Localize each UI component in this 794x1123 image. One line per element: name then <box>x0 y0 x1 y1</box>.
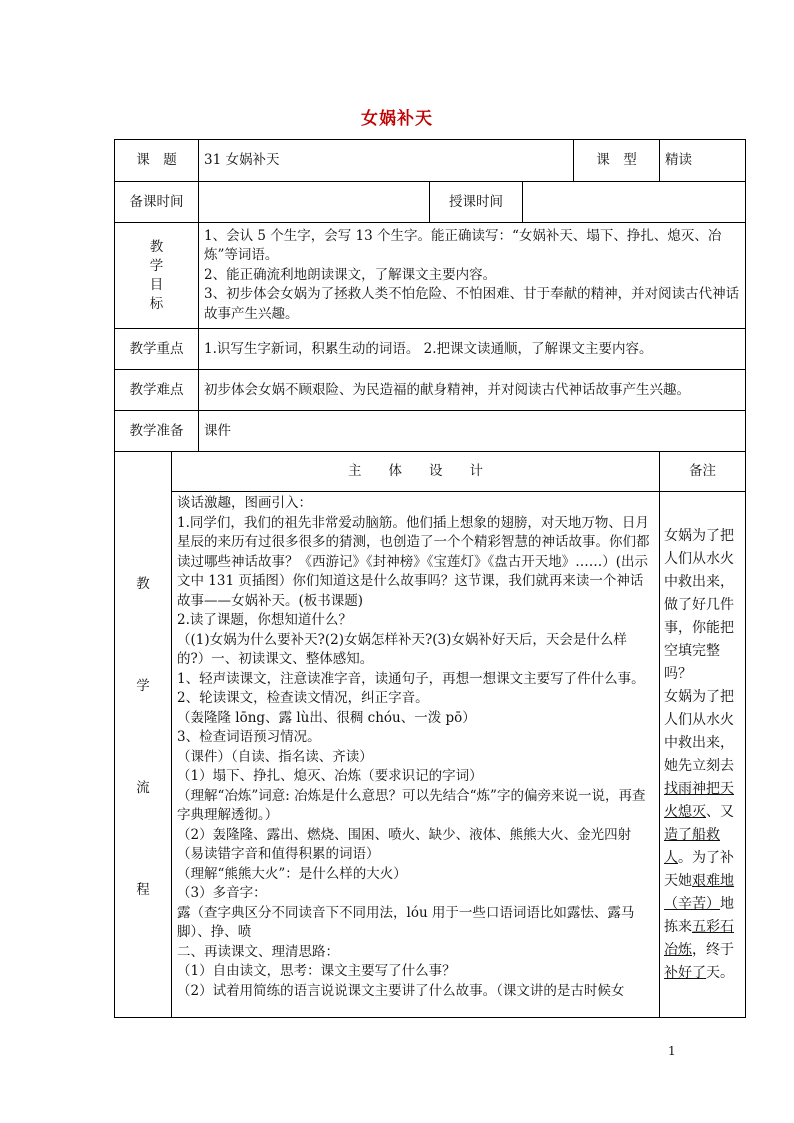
prep-time-value <box>199 182 430 223</box>
notes-header: 备注 <box>660 452 746 492</box>
prep-time-label: 备课时间 <box>115 182 199 223</box>
design-line: （轰隆隆 lōng、露 lù出、很稠 chóu、一泼 pō） <box>177 709 476 726</box>
objectives-label-char: 标 <box>149 295 164 312</box>
design-line: （(1)女娲为什么要补天?(2)女娲怎样补天?(3)女娲补好天后，天会是什么样的?）一、初读课文、整体感知。 <box>177 631 627 667</box>
lesson-plan-table <box>114 139 746 1018</box>
design-line: 谈话激趣，图画引入： <box>177 495 312 511</box>
preparation-text: 课件 <box>199 411 746 452</box>
design-line: 2、轮读课文，检查读文情况，纠正字音。 <box>177 690 429 706</box>
note-underlined: 补好了 <box>664 964 706 981</box>
process-side-char: 教 <box>136 575 150 592</box>
process-side-char: 学 <box>136 677 150 694</box>
topic-value: 31 女娲补天 <box>199 140 574 182</box>
preparation-label: 教学准备 <box>115 411 199 452</box>
page-number: 1 <box>668 1044 676 1058</box>
objectives-label <box>115 223 199 329</box>
note-answer: 女娲为了把人们从水火中救出来，她先立刻去找雨神把天火熄灭、又造了船救人。为了补天她艰难地（辛苦）地拣来五彩石冶炼，终于补好了天。 <box>664 688 734 981</box>
design-header: 主 体 设 计 <box>172 452 660 492</box>
topic-label: 课 题 <box>115 140 199 182</box>
process-body-row <box>115 492 746 1018</box>
difficulties-label: 教学难点 <box>115 370 199 411</box>
objectives-label-char: 学 <box>149 257 164 274</box>
design-line: （3）多音字： <box>177 885 267 901</box>
note-underlined: 找雨神把天火熄灭 <box>664 780 734 820</box>
note-underlined: 造了船救人 <box>664 826 720 866</box>
key-points-row <box>115 329 746 370</box>
preparation-row <box>115 411 746 452</box>
notes-content <box>660 492 746 1018</box>
difficulties-text: 初步体会女娲不顾艰险、为民造福的献身精神，并对阅读古代神话故事产生兴趣。 <box>199 370 746 411</box>
design-line: 露（查字典区分不同读音下不同用法，lóu 用于一些口语词语比如露怯、露马脚）、挣、喷 <box>177 904 635 940</box>
time-row <box>115 182 746 223</box>
design-line: （理解“熊熊大火”：是什么样的大火） <box>177 865 407 882</box>
document-title: 女娲补天 <box>361 109 433 129</box>
topic-row <box>115 140 746 182</box>
type-label: 课 型 <box>574 140 660 182</box>
teach-time-value <box>523 182 746 223</box>
objective-line: 3、初步体会女娲为了拯救人类不怕危险、不怕困难、甘于奉献的精神，并对阅读古代神话故事产生兴趣。 <box>204 286 740 322</box>
objective-line: 2、能正确流利地朗读课文，了解课文主要内容。 <box>204 266 497 283</box>
design-content <box>172 492 660 1018</box>
process-side-char: 程 <box>136 881 150 898</box>
design-line: 2.读了课题，你想知道什么？ <box>177 612 352 628</box>
objective-line: 1、会认 5 个生字，会写 13 个生字。能正确读写：“女娲补天、塌下、挣扎、熄灭、冶炼”等词语。 <box>204 227 722 264</box>
note-underlined: 五彩石冶炼 <box>664 918 734 958</box>
difficulties-row <box>115 370 746 411</box>
design-line: （1）自由读文，思考：课文主要写了什么事？ <box>177 963 456 979</box>
design-line: 1、轻声读课文，注意读准字音，读通句子，再想一想课文主要写了件什么事。 <box>177 670 645 687</box>
design-line: （2）轰隆隆、露出、燃烧、围困、喷火、缺少、液体、熊熊大火、金光四射（易读错字音和值得积累的词语） <box>177 826 632 862</box>
note-question: 女娲为了把人们从水火中救出来，做了好几件事，你能把空填完整吗？ <box>664 527 734 682</box>
design-line: （理解“冶炼”词意: 冶炼是什么意思？可以先结合“炼”字的偏旁来说一说，再查字典理解透彻。） <box>177 787 646 823</box>
note-underlined: 艰难地（辛苦） <box>664 872 734 912</box>
objectives-row <box>115 223 746 329</box>
key-points-text: 1.识写生字新词，积累生动的词语。 2.把课文读通顺，了解课文主要内容。 <box>199 329 746 370</box>
design-line: 二、再读课文、理清思路： <box>177 943 339 960</box>
design-line: 3、检查词语预习情况。 <box>177 729 321 745</box>
design-line: （2）试着用简练的语言说说课文主要讲了什么故事。（课文讲的是古时候女 <box>177 982 625 999</box>
process-header-row <box>115 452 746 492</box>
design-line: 1.同学们，我们的祖先非常爱动脑筋。他们插上想象的翅膀，对天地万物、日月星辰的来历有过很多很多的猜测，也创造了一个个精彩智慧的神话故事。你们都读过哪些神话故事？《西游记》《封神榜》《宝莲灯》《盘古开天地》……）(出示文中 131 页插图）你们知道这是什么故事吗？这节课，我们就再来读一个神话故事——女娲补天。(板书课题) <box>177 514 650 609</box>
design-line: （1）塌下、挣扎、熄灭、冶炼（要求识记的字词） <box>177 768 483 784</box>
objectives-label-char: 目 <box>149 276 164 293</box>
design-line: （课件）（自读、指名读、齐读） <box>177 748 373 765</box>
type-value: 精读 <box>660 140 746 182</box>
objectives-content <box>199 223 746 329</box>
process-side-label <box>115 452 172 1018</box>
key-points-label: 教学重点 <box>115 329 199 370</box>
process-side-char: 流 <box>136 779 150 796</box>
teach-time-label: 授课时间 <box>430 182 523 223</box>
objectives-label-char: 教 <box>149 238 164 255</box>
